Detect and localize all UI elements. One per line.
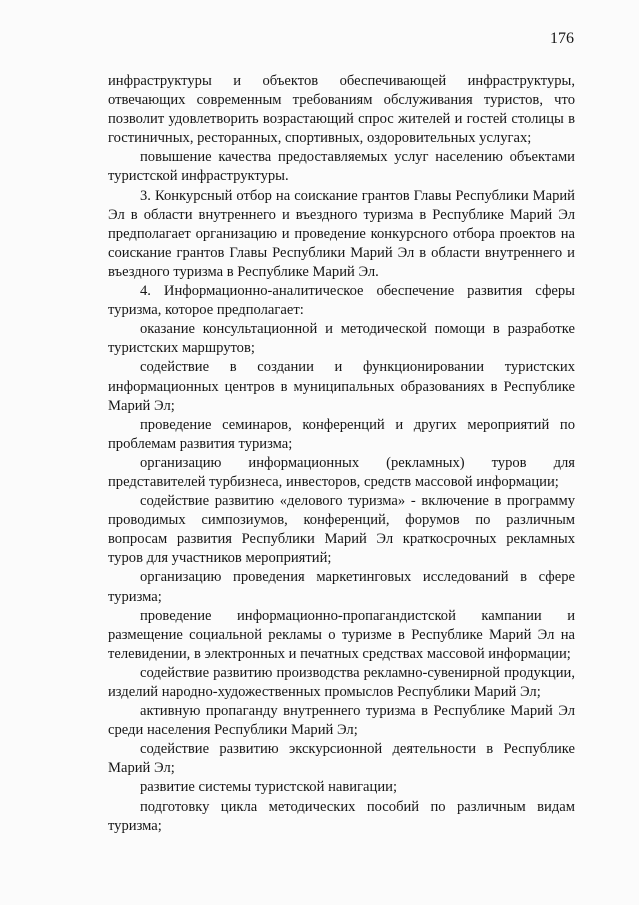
paragraph: содействие развитию экскурсионной деятельности в Республике Марий Эл; [108,741,575,777]
paragraph: активную пропаганду внутреннего туризма в Республике Марий Эл среди населения Республики Марий Эл; [108,703,575,739]
paragraph: 3. Конкурсный отбор на соискание грантов Главы Республики Марий Эл в области внутреннего и въездного туризма в Республике Марий Эл предполагает организацию и проведение конкурсного отбора проектов на соискание грантов Главы Республики Марий Эл в области внутреннего и въездного туризма в Республике Марий Эл. [108,187,575,280]
paragraph: развитие системы туристской навигации; [140,779,398,796]
paragraph: проведение информационно-пропагандистской кампании и размещение социальной рекламы о туризме в Республике Марий Эл на телевидении, в электронных и печатных средствах массовой информации; [108,607,575,662]
paragraph: подготовку цикла методических пособий по различным видам туризма; [108,798,575,834]
paragraph: организацию информационных (рекламных) туров для представителей турбизнеса, инвесторов, средств массовой информации; [108,454,575,490]
paragraph: проведение семинаров, конференций и других мероприятий по проблемам развития туризма; [108,416,575,452]
paragraph: содействие развитию производства рекламно-сувенирной продукции, изделий народно-художественных промыслов Республики Марий Эл; [108,664,575,700]
paragraph: содействие в создании и функционировании туристских информационных центров в муниципальных образованиях в Республике Марий Эл; [108,359,575,414]
paragraph: инфраструктуры и объектов обеспечивающей инфраструктуры, отвечающих современным требованиям обслуживания туристов, что позволит удовлетворить возрастающий спрос жителей и гостей столицы в гостиничных, ресторанных, спортивных, оздоровительных услугах; [108,73,575,147]
page-number: 176 [550,30,574,47]
paragraph: организацию проведения маркетинговых исследований в сфере туризма; [108,569,575,605]
paragraph: повышение качества предоставляемых услуг населению объектами туристской инфраструктуры. [108,149,575,185]
paragraph: оказание консультационной и методической помощи в разработке туристских маршрутов; [108,321,575,357]
document-body [108,72,575,836]
paragraph: 4. Информационно-аналитическое обеспечение развития сферы туризма, которое предполагает: [108,283,575,319]
paragraph: содействие развитию «делового туризма» - включение в программу проводимых симпозиумов, конференций, форумов по различным вопросам развития Республики Марий Эл краткосрочных рекламных туров для участников мероприятий; [108,493,575,567]
